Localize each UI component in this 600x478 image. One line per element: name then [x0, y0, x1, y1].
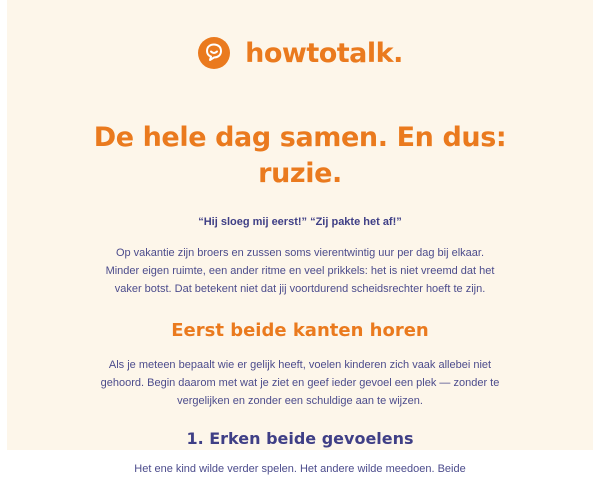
speech-bubble-smile-icon	[197, 36, 231, 70]
brand-name: howtotalk.	[245, 37, 403, 69]
step-1-title: 1. Erken beide gevoelens	[186, 429, 414, 448]
article-content	[7, 120, 593, 478]
section-paragraph: Als je meteen bepaalt wie er gelijk heeft, voelen kinderen zich vaak allebei niet gehoord. Begin daarom met wat je ziet en geef ieder gevoel een plek — zonder te vergelijken en zonder een schuldige aan te wijzen.	[100, 359, 500, 407]
article-quote: “Hij sloeg mij eerst!” “Zij pakte het af!”	[198, 216, 402, 228]
step-1-paragraph: Het ene kind wilde verder spelen. Het andere wilde meedoen. Beide	[134, 463, 466, 475]
intro-paragraph: Op vakantie zijn broers en zussen soms vierentwintig uur per dag bij elkaar. Minder eigen ruimte, een ander ritme en veel prikkels: het is niet vreemd dat het vaker botst. Dat betekent niet dat jij voortdurend scheidsrechter hoeft te zijn.	[105, 247, 495, 295]
section-title: Eerst beide kanten horen	[171, 320, 429, 341]
email-page	[7, 0, 593, 475]
article-headline: De hele dag samen. En dus: ruzie.	[93, 122, 507, 189]
brand-header[interactable]	[7, 36, 593, 70]
